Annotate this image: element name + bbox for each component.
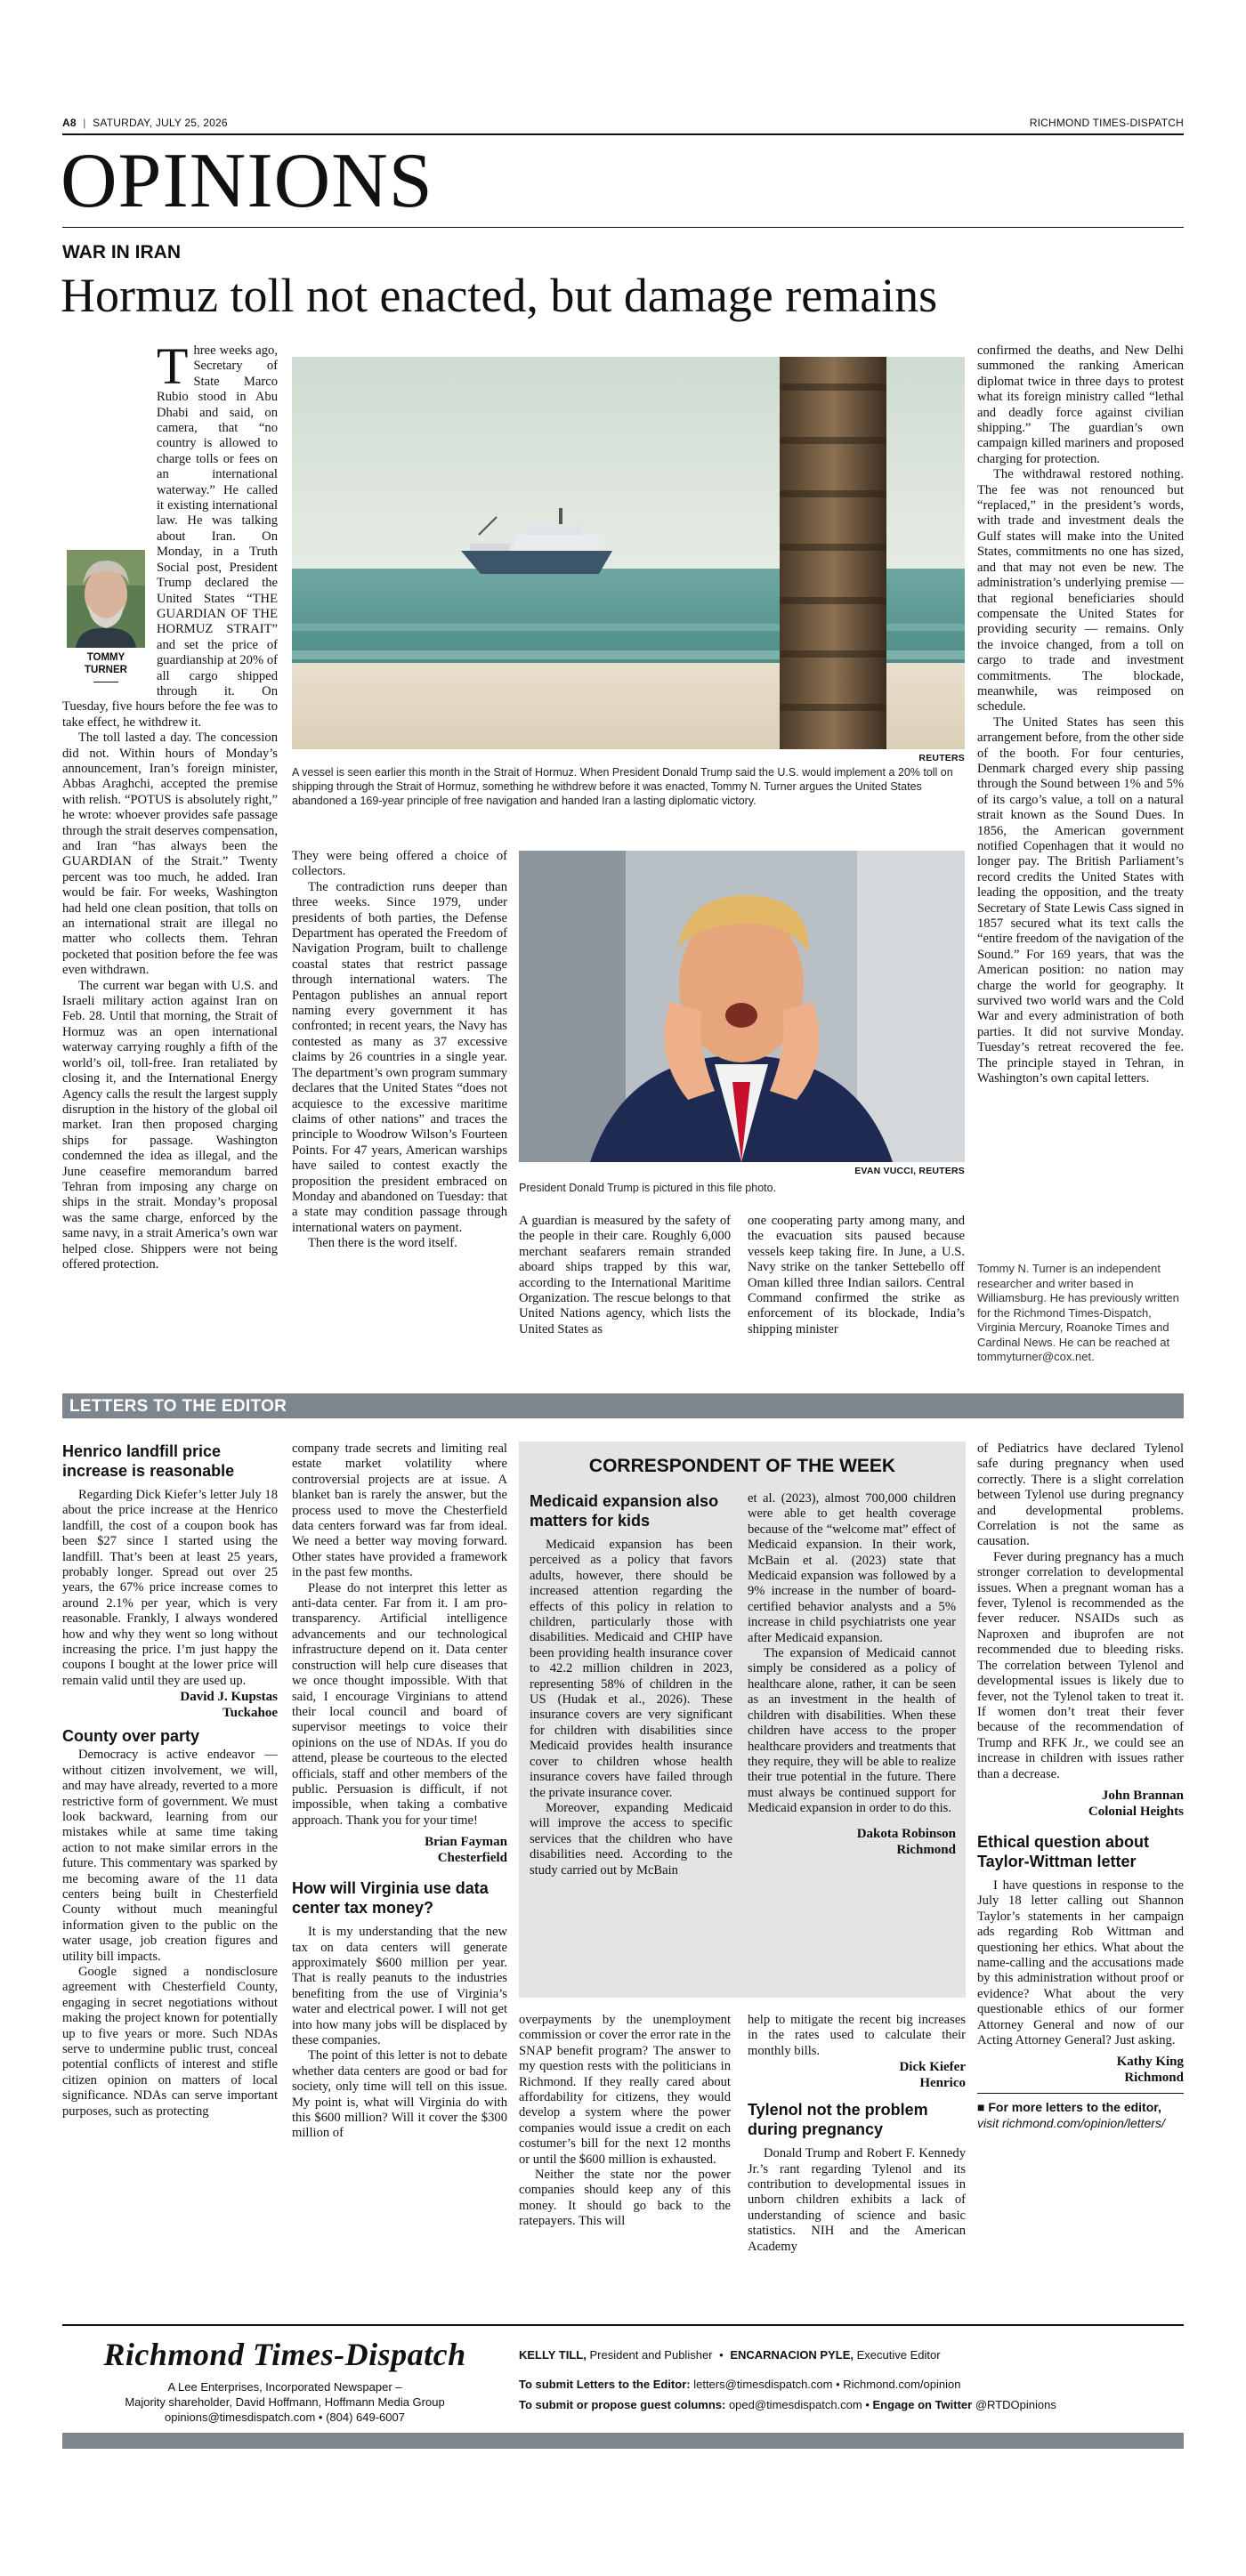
letter-signature-place: Henrico xyxy=(919,2076,966,2091)
letter-paragraph: overpayments by the unemployment commission or cover the error rate in the SNAP benefit program? The answer to my question rests with the politicians in Richmond. If they really cared about affordability for citizens, they would develop a system where the power companies would issue a credit on each costumer’s bill for the next 12 months or until the $600 million is exhausted. xyxy=(519,2013,731,2167)
letter-paragraph: The expansion of Medicaid cannot simply be considered as a policy of healthcare alone, rather, it can be seen as an investment in the health of children with disabilities. When these children have access to the proper healthcare providers and treatments that they require, they will be able to realize their true potential in the future. There must always be continued support for Medicaid expansion in order to do this. xyxy=(748,1646,956,1816)
letter-paragraph: company trade secrets and limiting real estate market volatility where controversial projects are at issue. A blanket ban is rarely the answer, but the process used to move the Chesterfield data centers forward was far from ideal. We need a better way moving forward. Other states have provided a framework in the past few months. xyxy=(292,1441,507,1580)
photo-hormuz-vessel xyxy=(292,357,965,749)
letter-signature-place: Colonial Heights xyxy=(1088,1804,1184,1819)
letter-signature-place: Richmond xyxy=(896,1842,956,1857)
footer-ownership-line1: A Lee Enterprises, Incorporated Newspaper – xyxy=(167,2380,402,2394)
correspondent-column-1 xyxy=(530,1491,732,1990)
author-bio: Tommy N. Turner is an independent researcher and writer based in Williamsburg. He has previously written for the Richmond Times-Dispatch, Virginia Mercury, Roanoke Times and Cardinal News. He can be reached at tommyturner@cox.net. xyxy=(977,1262,1179,1363)
more-letters-note xyxy=(977,2099,1184,2131)
letter-headline: County over party xyxy=(62,1727,200,1746)
letters-section-label: LETTERS TO THE EDITOR xyxy=(69,1397,287,1416)
letter-paragraph: Regarding Dick Kiefer’s letter July 18 about the price increase at the Henrico landfill, the cost of a coupon book has been $27 since I started using the landfill. That’s been at least 25 years, probably longer. Spread out over 25 years, the 67% price increase comes to around 2.1% per year, which is very reasonable. Frankly, I always wondered how and why they went so long without increasing the price. I’m just happy the coupons I bought at the lower price will remain valid until they are used up. xyxy=(62,1488,278,1688)
letter-paragraph: Donald Trump and Robert F. Kennedy Jr.’s rant regarding Tylenol and its contribution to developmental issues in unborn children exhibits a lack of understanding of science and basic statistics. NIH and the American Academy xyxy=(748,2146,966,2254)
letters-column-5 xyxy=(977,1441,1184,2314)
letter-paragraph: Medicaid expansion has been perceived as a policy that favors adults, however, there should be increased attention regarding the effects of this policy in relation to children, particularly those with disabilities. Medicaid and CHIP have been providing health insurance cover to 42.2 million children in 2023, representing 58% of children in the US (Hudak et al., 2026). These insurance covers are very significant for children with disabilities since Medicaid provides health insurance cover to children whose health insurance covers have failed through the private insurance cover. xyxy=(530,1538,732,1800)
correspondent-of-week-label: CORRESPONDENT OF THE WEEK xyxy=(588,1456,896,1476)
letters-column-3 xyxy=(519,2013,731,2315)
article-paragraph: one cooperating party among many, and the evacuation sits paused because vessels keep taking fire. In June, a U.S. Navy strike on the tanker Settebello off Oman killed three Indian sailors. Central Command confirmed the strike as enforcement of its blockade, India’s shipping minister xyxy=(748,1214,965,1336)
photo1-caption: A vessel is seen earlier this month in the Strait of Hormuz. When President Donald Trump said the U.S. would implement a 20% toll on shipping through the Strait of Hormuz, something he withdrew before it was enacted, Tommy N. Turner argues the United States abandoned a 169-year principle of free navigation and handed Iran a lasting diplomatic victory. xyxy=(292,766,953,807)
correspondent-of-week-box xyxy=(519,1441,966,1998)
letter-paragraph: et al. (2023), almost 700,000 children were able to get health coverage because of the “welcome mat” effect of Medicaid expansion. In their work, McBain et al. (2023) state that Medicaid expansion was followed by a 9% increase in the number of board-certified behavior analysts and a 5% increase in child psychiatrists one year after Medicaid expansion. xyxy=(748,1491,956,1645)
letter-paragraph: The point of this letter is not to debate whether data centers are good or bad for society, only time will tell on this issue. My point is, what will Virginia do with this $600 million? Will it cover the $300 million of xyxy=(292,2048,507,2141)
article-paragraph: Three weeks ago, Secretary of State Marco Rubio stood in Abu Dhabi and said, on camera, that “no country is allowed to charge tolls or fees on an international waterway.” He called it existing international law. He was talking about Iran. On Monday, in a Truth Social post, President Trump declared the United States “THE GUARDIAN OF THE HORMUZ STRAIT” and set the price of guardianship at 20% of all cargo shipped through it. On Tuesday, five hours before the fee was to take effect, he withdrew it. xyxy=(62,343,278,730)
section-title-rule xyxy=(62,227,1184,228)
letter-signature-name: Kathy King xyxy=(1116,2055,1184,2070)
footer-bottom-bar xyxy=(62,2433,1184,2449)
article-paragraph: Then there is the word itself. xyxy=(308,1236,457,1251)
footer-submit-guest: To submit or propose guest columns: oped@timesdispatch.com • Engage on Twitter @RTDOpinions xyxy=(519,2398,1056,2411)
more-letters-lead: For more letters to the editor, xyxy=(988,2100,1161,2115)
more-letters-rule xyxy=(977,2093,1184,2094)
submit-guest-link[interactable]: oped@timesdispatch.com • xyxy=(728,2398,870,2411)
footer-executives: KELLY TILL, President and Publisher • ENCARNACION PYLE, Executive Editor xyxy=(519,2348,941,2362)
masthead-logo: Richmond Times-Dispatch xyxy=(103,2337,466,2372)
article-column-3 xyxy=(519,1214,731,1383)
folio-date: SATURDAY, JULY 25, 2026 xyxy=(93,117,228,129)
correspondent-column-2 xyxy=(748,1491,956,1990)
letter-paragraph: of Pediatrics have declared Tylenol safe during pregnancy when used correctly. There is a slight correlation between Tylenol use during pregnancy and developmental problems. Correlation is not the same as causation. xyxy=(977,1441,1184,1549)
article-paragraph: A guardian is measured by the safety of the people in their care. Roughly 6,000 merchant seafarers remain stranded aboard ships trapped by this war, according to the International Maritime Organization. The rescue belongs to that United Nations agency, which lists the United States as xyxy=(519,1214,731,1336)
letter-signature-place: Richmond xyxy=(1124,2071,1184,2086)
letter-paragraph: Democracy is active endeavor — without citizen involvement, we will, and may have already, reverted to a more restrictive form of government. We must look backward, learning from our mistakes while at same time taking action to not make similar errors in the future. This commentary was sparked by me becoming aware of the 11 data centers being built in Chesterfield County without much meaningful information given to the public on the water usage, job creation figures and utility bill impacts. xyxy=(62,1748,278,1964)
section-title: OPINIONS xyxy=(61,138,433,224)
letter-headline: Tylenol not the problem during pregnancy xyxy=(748,2101,928,2139)
letter-headline: Medicaid expansion also matters for kids xyxy=(530,1492,719,1530)
letter-headline: How will Virginia use data center tax money? xyxy=(292,1879,489,1918)
letter-signature-place: Chesterfield xyxy=(437,1851,507,1866)
article-column-4 xyxy=(748,1214,965,1383)
letter-paragraph: help to mitigate the recent big increases in the rates used to calculate their monthly bills. xyxy=(748,2013,966,2058)
footer-top-rule xyxy=(62,2324,1184,2326)
article-headline: Hormuz toll not enacted, but damage remains xyxy=(61,269,938,322)
president-photo xyxy=(519,851,965,1162)
folio-paper-name: RICHMOND TIMES-DISPATCH xyxy=(1029,117,1184,129)
article-paragraph: confirmed the deaths, and New Delhi summoned the ranking American diplomat twice in three days to protest what its foreign ministry called “lethal and deadly force against civilian shipping.” The guardian’s own campaign killed mariners and proposed charging for protection. xyxy=(977,343,1184,466)
article-paragraph: They were being offered a choice of collectors. xyxy=(292,849,507,879)
letters-column-2 xyxy=(292,1441,507,2314)
letter-headline: Ethical question about Taylor-Wittman letter xyxy=(977,1832,1150,1870)
square-bullet-icon: ■ xyxy=(977,2100,989,2115)
photo2-caption: President Donald Trump is pictured in this file photo. xyxy=(519,1182,777,1194)
article-paragraph: The toll lasted a day. The concession did not. Within hours of Monday’s announcement, Iran’s foreign minister, Abbas Araghchi, accepted the premise with relish. “POTUS is absolutely right,” he wrote: whoever provides safe passage through the strait deserves compensation, and Iran “has always been the GUARDIAN of the Strait.” Twenty percent was too much, he added. Iran would be fair. For weeks, Washington had held one clean position, that tolls on an international strait are illegal no matter who collects them. Tehran pocketed that position before the fee was even withdrawn. xyxy=(62,731,278,978)
letters-section-bar xyxy=(62,1393,1184,1418)
article-column-2 xyxy=(292,849,507,1383)
folio-bar: A8 | SATURDAY, JULY 25, 2026 RICHMOND TIMES-DISPATCH xyxy=(62,117,1184,129)
more-letters-link[interactable]: visit richmond.com/opinion/letters/ xyxy=(977,2116,1165,2131)
letter-paragraph: Neither the state nor the power companies should keep any of this money. It should go back to the ratepayers. This will xyxy=(519,2168,731,2229)
letter-paragraph: Google signed a nondisclosure agreement with Chesterfield County, engaging in secret negotiations without making the project known for potentially up to five years or more. Such NDAs serve to undermine public trust, conceal potential conflicts of interest and stifle citizen opinion on matters of local significance. NDAs can serve important purposes, such as protecting xyxy=(62,1964,278,2119)
article-column-1 xyxy=(62,343,278,1380)
photo1-credit: REUTERS xyxy=(918,753,965,763)
footer-contact-line: opinions@timesdispatch.com • (804) 649-6007 xyxy=(165,2410,405,2424)
letter-headline: Henrico landfill price increase is reasonable xyxy=(62,1442,235,1480)
letter-signature-place: Tuckahoe xyxy=(222,1706,278,1721)
letter-signature-name: Dakota Robinson xyxy=(856,1826,956,1841)
letters-column-4 xyxy=(748,2013,966,2315)
article-column-5 xyxy=(977,343,1184,1233)
letter-paragraph: Please do not interpret this letter as anti-data center. Far from it. I am pro-transparency. Artificial intelligence advancements and our technological infrastructure depend on it. Data center construction will help cure diseases that we once thought impossible. With that said, I encourage Virginians to attend their local council and board of supervisor meetings to voice their opinions on the use of NDAs. If you do attend, please be courteous to the elected officials, staff and other members of the public. Persuasion is difficult, if not impossible, when taking a combative approach. Thank you for your time! xyxy=(292,1580,507,1828)
letter-paragraph: Moreover, expanding Medicaid will improve the access to specific services that the children who have disabilities need. According to the study carried out by McBain xyxy=(530,1800,732,1877)
author-name-first: TOMMY xyxy=(86,652,125,663)
footer-ownership-line2: Majority shareholder, David Hoffmann, Hoffmann Media Group xyxy=(125,2395,445,2409)
letter-paragraph: I have questions in response to the July 18 letter calling out Shannon Taylor’s statements in her campaign ads regarding Rob Wittman and questioning her ethics. What about the name-calling and the accusations made by this administration without proof or evidence? What about the very questionable ethics of our former Attorney General and now of our Acting Attorney General? Just asking. xyxy=(977,1877,1184,2047)
footer-staff-block xyxy=(519,2347,1184,2412)
footer-masthead-block xyxy=(62,2337,507,2425)
photo-president xyxy=(519,851,965,1162)
author-sidebar xyxy=(62,550,150,682)
drop-cap: T xyxy=(157,343,189,395)
letter-signature-name: John Brannan xyxy=(1101,1788,1184,1803)
article-paragraph: The current war began with U.S. and Israeli military action against Iran on Feb. 28. Until that morning, the Strait of Hormuz was an open international waterway carrying roughly a fifth of the world’s oil, toll-free. Iran retaliated by closing it, and the International Energy Agency calls the result the largest supply disruption in the history of the global oil market. Iran then proposed charging ships for passage. Washington condemned the idea as illegal, and the June ceasefire memorandum barred Tehran from imposing any charge on ships in the strait. Monday’s proposal was the same charge, enforced by the same navy, in a strait America’s own war helped close. Shippers were not being offered protection. xyxy=(62,978,278,1272)
letters-column-1 xyxy=(62,1441,278,2314)
article-paragraph: The United States has seen this arrangement before, from the other side of the booth. For four centuries, Denmark charged every ship passing through the Sound between 1% and 5% of its cargo’s value, a toll on a natural strait known as the Sound Dues. In 1856, the American government notified Copenhagen that it would no longer pay. The British Parliament’s record credits the United States with leading the opposition, and the treaty Secretary of State Lewis Cass signed in 1857 secured what its text calls the “entire freedom of the navigation of the Sound.” For 169 years, that was the American position: no nation may charge the world for geography. It survived two world wars and the Cold War and every administration of both parties. It did not survive Monday. Tuesday’s retreat recovered the fee. The principle stayed in Tehran, in Washington’s own capital letters. xyxy=(977,715,1184,1086)
letter-signature-name: Dick Kiefer xyxy=(899,2060,966,2075)
letter-paragraph: It is my understanding that the new tax on data centers will generate approximately $600 million per year. That is really peanuts to the industries benefiting from the use of Virginia’s water and electrical power. I will not get into how many jobs will be displaced by these companies. xyxy=(292,1925,507,2047)
folio-rule xyxy=(62,133,1184,135)
author-name-last: TURNER xyxy=(85,665,127,675)
letter-signature-name: David J. Kupstas xyxy=(180,1690,278,1705)
footer-submit-letters: To submit Letters to the Editor: letters@timesdispatch.com • Richmond.com/opinion xyxy=(519,2378,961,2391)
letter-signature-name: Brian Fayman xyxy=(425,1835,507,1850)
page-number: A8 xyxy=(62,117,77,129)
letter-paragraph: Fever during pregnancy has a much stronger correlation to developmental issues. When a pregnant woman has a fever, Tylenol is recommended as the fever reducer. NSAIDs such as Naproxen and ibuprofen are not recommended due to bleeding risks. The correlation between Tylenol and developmental issues is likely due to fever, not the Tylenol taken to treat it. If women don’t treat their fever because of the recommendation of Trump and RFK Jr., we could see an increase in children with issues rather than a decrease. xyxy=(977,1549,1184,1781)
article-kicker: WAR IN IRAN xyxy=(62,242,181,262)
author-headshot xyxy=(67,550,145,648)
twitter-handle-link[interactable]: @RTDOpinions xyxy=(975,2398,1056,2411)
vessel-photo xyxy=(292,357,965,749)
photo2-credit: EVAN VUCCI, REUTERS xyxy=(854,1166,965,1176)
submit-letters-link[interactable]: letters@timesdispatch.com • Richmond.com/opinion xyxy=(693,2378,961,2391)
article-paragraph: The contradiction runs deeper than three weeks. Since 1979, under presidents of both parties, the Defense Department has operated the Freedom of Navigation Program, built to challenge coastal states that restrict passage through international waters. The Pentagon publishes an annual report naming every government it has confronted; in recent years, the Navy has contested as many as 37 excessive claims by 26 countries in a single year. The department’s own program summary declares that the United States “does not acquiesce to the excessive maritime claims of other nations” and traces the principle to Woodrow Wilson’s Fourteen Points. For 47 years, American warships have sailed to contest exactly the proposition the president embraced on Monday and abandoned on Tuesday: that a state may condition passage through international waters on payment. xyxy=(292,879,507,1235)
article-paragraph: The withdrawal restored nothing. The fee was not renounced but “replaced,” in the president’s words, with trade and investment deals the Gulf states will make into the United States, commitments no one has sized, and that may not even be new. The administration’s underlying premise — that regional beneficiaries should compensate the United States for providing security — remains. Only the invoice changed, from a toll on cargo to trade and investment commitments. The blockade, meanwhile, was reimposed on schedule. xyxy=(977,467,1184,715)
